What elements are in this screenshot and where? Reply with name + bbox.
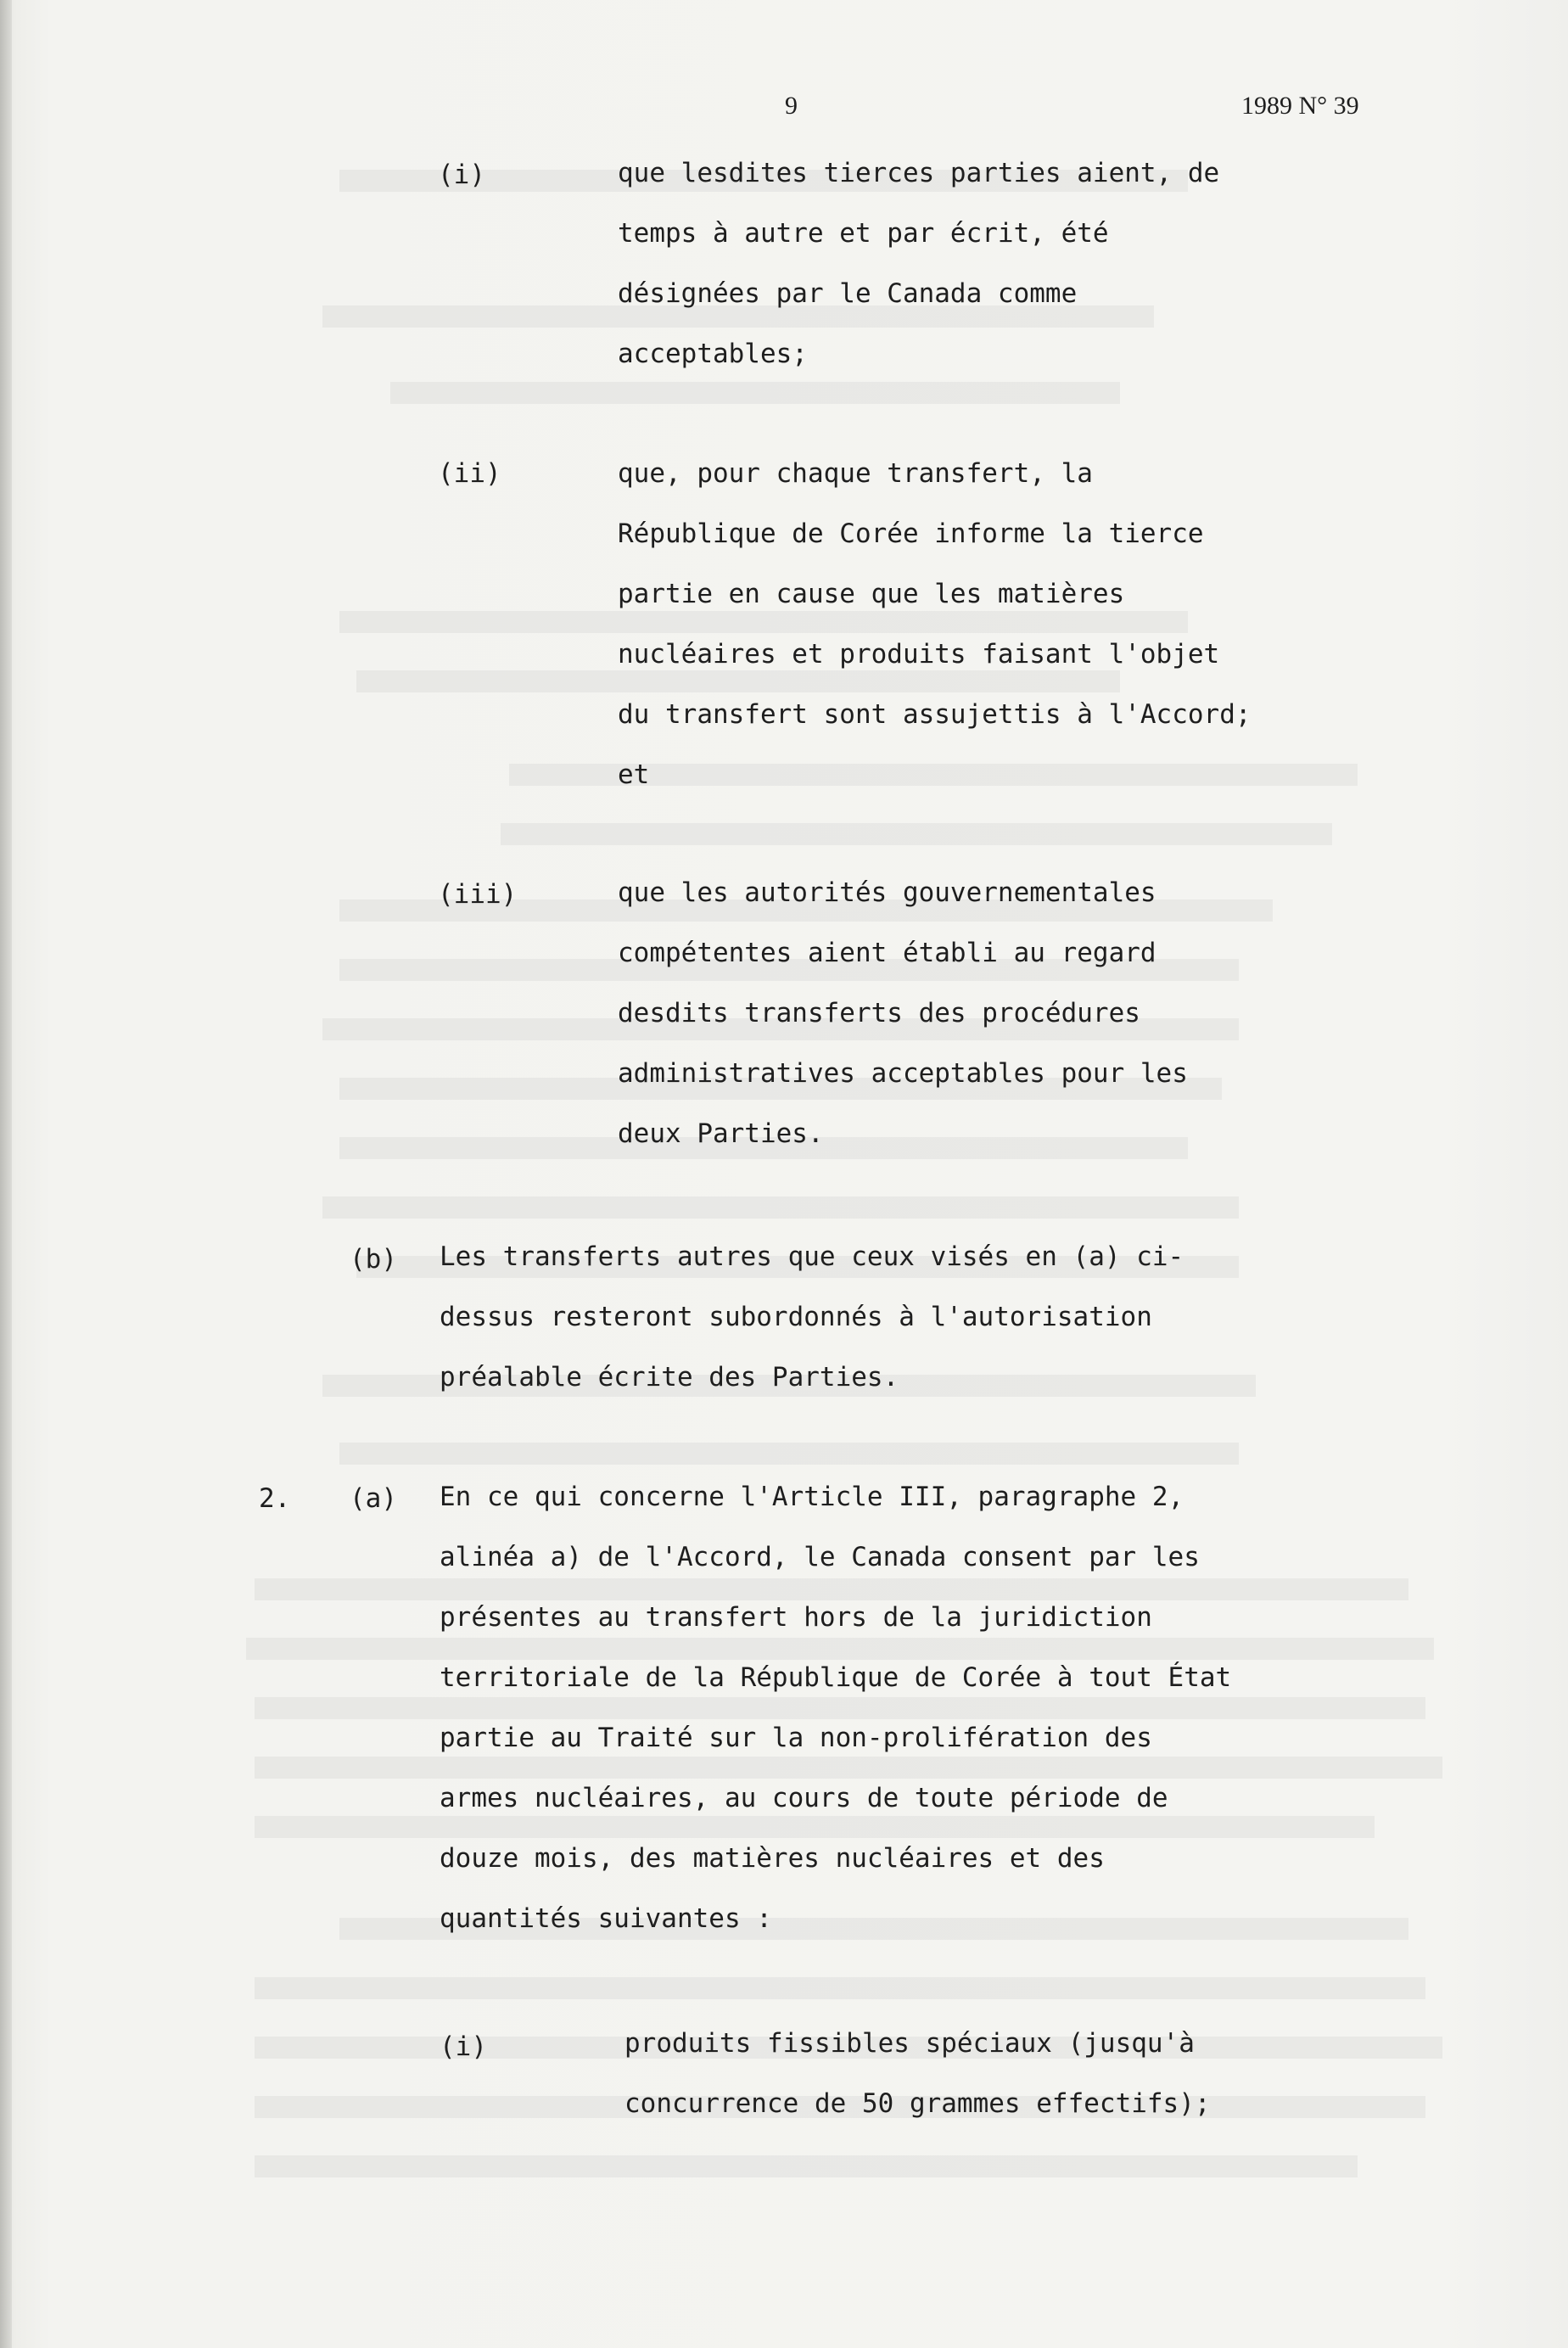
section-line: armes nucléaires, au cours de toute période de	[440, 1783, 1168, 1813]
item-line: temps à autre et par écrit, été	[618, 218, 1109, 249]
item-line: desdits transferts des procédures	[618, 998, 1140, 1028]
section-line: alinéa a) de l'Accord, le Canada consent par les	[440, 1542, 1200, 1572]
page-number: 9	[785, 92, 798, 120]
section-line: territoriale de la République de Corée à tout État	[440, 1662, 1232, 1693]
paragraph-label: (b)	[350, 1244, 397, 1275]
item-line: du transfert sont assujettis à l'Accord;	[618, 699, 1252, 730]
section-label: (a)	[350, 1483, 397, 1514]
section-line: quantités suivantes :	[440, 1903, 772, 1934]
section-line: présentes au transfert hors de la juridiction	[440, 1602, 1152, 1633]
item-label: (i)	[438, 160, 485, 190]
paragraph-line: dessus resteront subordonnés à l'autorisation	[440, 1302, 1152, 1332]
item-line: deux Parties.	[618, 1118, 824, 1149]
section-line: partie au Traité sur la non-prolifération des	[440, 1723, 1152, 1753]
item-line: que lesdites tierces parties aient, de	[618, 158, 1220, 188]
sub-item-label: (i)	[440, 2031, 487, 2062]
section-line: douze mois, des matières nucléaires et des	[440, 1843, 1105, 1874]
paragraph-line: préalable écrite des Parties.	[440, 1362, 899, 1393]
item-label: (iii)	[438, 879, 518, 910]
item-line: partie en cause que les matières	[618, 579, 1125, 609]
sub-item-line: concurrence de 50 grammes effectifs);	[624, 2088, 1211, 2119]
item-line: compétentes aient établi au regard	[618, 938, 1156, 968]
gazette-year-issue: 1989 N° 39	[1241, 92, 1359, 120]
item-line: administratives acceptables pour les	[618, 1058, 1188, 1089]
sub-item-line: produits fissibles spéciaux (jusqu'à	[624, 2028, 1195, 2059]
item-label: (ii)	[438, 458, 501, 489]
section-line: En ce qui concerne l'Article III, paragraphe 2,	[440, 1482, 1184, 1512]
item-line: désignées par le Canada comme	[618, 278, 1078, 309]
item-line: République de Corée informe la tierce	[618, 518, 1204, 549]
paragraph-line: Les transferts autres que ceux visés en (a) ci-	[440, 1241, 1184, 1272]
item-line: nucléaires et produits faisant l'objet	[618, 639, 1220, 670]
item-line: que les autorités gouvernementales	[618, 877, 1156, 908]
section-number: 2.	[259, 1483, 291, 1514]
item-line: et	[618, 759, 650, 790]
item-line: acceptables;	[618, 339, 808, 369]
item-line: que, pour chaque transfert, la	[618, 458, 1093, 489]
